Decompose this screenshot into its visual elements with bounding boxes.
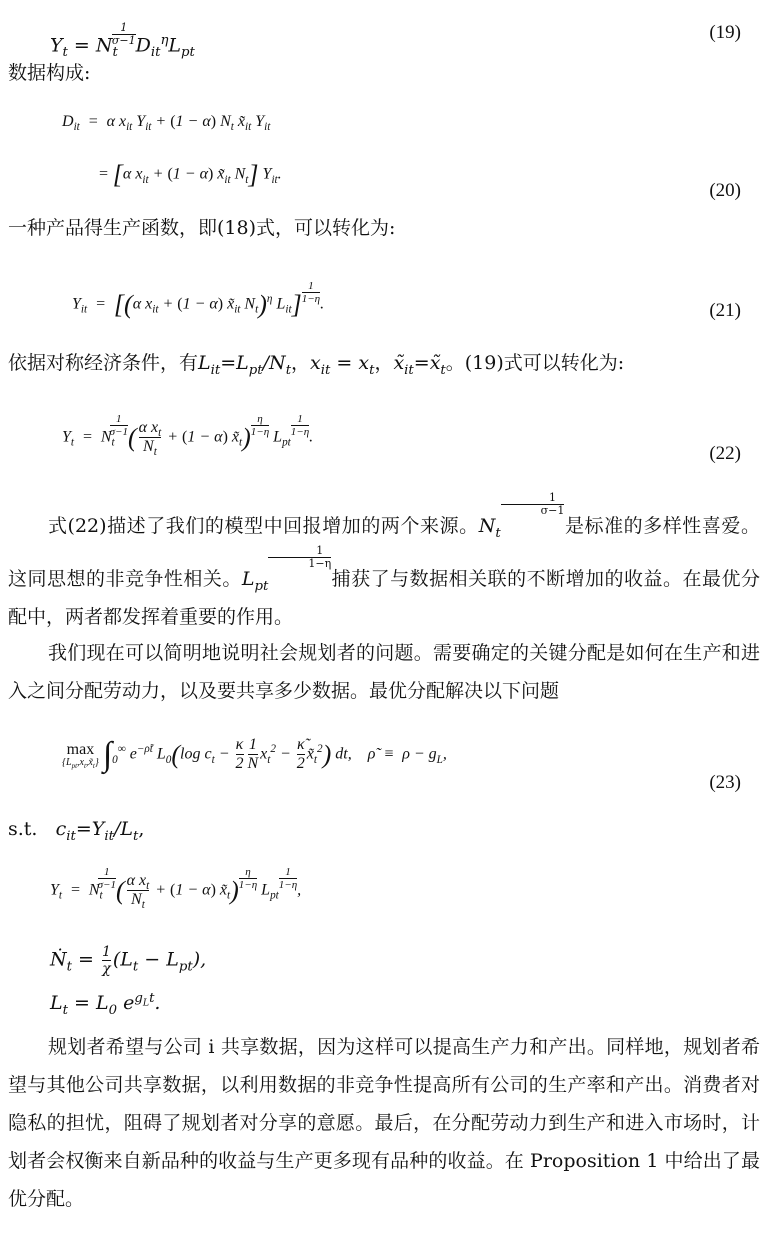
equation-23-formula: max $\{L_{pt},x_t,x̃_t\}$ $\int_0^\infty$ $e^{-\rhõt}$ $L_0(\log$ $c_t$ − $\frac{\kappa}{2}$ $\frac{1}{N}$ $x_t^2$ − $\frac{\kappã}{2}$ $x̃_t^2$) dt, ρ̃ ≡ $\rho - g_L$,: [62, 735, 447, 773]
equation-21: [0, 262, 771, 332]
para1-part2: 是标准的多样性喜爱。这同思想的非竞争性相关。: [8, 515, 760, 591]
label-production-function: 一种产品得生产函数，即(18)式，可以转化为:: [8, 217, 396, 239]
equation-number: (23): [709, 772, 741, 793]
equation-22: [0, 395, 771, 475]
equation-number: (22): [709, 443, 741, 464]
paragraph-planner-problem: 我们现在可以简明地说明社会规划者的问题。需要确定的关键分配是如何在生产和进入之间分配劳动力，以及要共享多少数据。最优分配解决以下问题: [8, 642, 760, 702]
equation-20: [0, 100, 771, 210]
equation-20-line2: = [α $x_{it} + (1 - \alpha)$ $x̃_{it}$ $N_t$] $Y_{it}$.: [98, 160, 282, 189]
symmetric-prefix: 依据对称经济条件，有: [8, 352, 199, 374]
equation-21-formula: $Y_{it} = [(\alpha$ $x_{it} + (1 - \alpha)$ $x̃_{it}$ $N_t)^\eta$ $L_{it}$] $\frac{1}{1-\eta}$ .: [72, 280, 325, 319]
constraint-output: $Y_t = N_t$ $\frac{1}{\sigma-1}$ ( $\frac{\alpha x_t}{N_t}$ + (1 − α) $x̃_t$) $\frac{\eta}{1-\eta}$ $L_{pt}$ $\frac{1}{1-\eta}$ ,: [50, 866, 302, 912]
label-data-composition: 数据构成:: [8, 62, 91, 84]
paragraph-increasing-returns: 式(22)描述了我们的模型中回报增加的两个来源。$N_t$ $\frac{1}{\sigma-1}$ 是标准的多样性喜爱。这同思想的非竞争性相关。$L_{pt}$ $\frac{1}{1-\eta}$ 捕获了与数据相关联的不断增加的收益。在最优分配中，两者都发挥着重要的作用。: [8, 491, 760, 629]
constraint-consumption: s.t. $c_{it}=Y_{it}/L_t$,: [8, 818, 145, 844]
symmetric-suffix: 。(19)式可以转化为:: [445, 352, 625, 374]
equation-20-line1: $D_{it} = \alpha$ $x_{it}$ $Y_{it} + (1 - \alpha)$ $N_t$ $x̃_{it}$ $Y_{it}$: [62, 113, 271, 134]
equation-19: [0, 14, 771, 61]
para1-part3: 捕获了与数据相关联的不断增加的收益。在最优分配中，两者都发挥着重要的作用。: [8, 568, 760, 629]
equation-19-formula: $Y_t = N_t$ $\frac{1}{\sigma-1}$ $D_{it}^\eta L_{pt}$: [50, 21, 195, 61]
equation-number: (21): [709, 300, 741, 321]
equation-22-formula: $Y_t = N_t$ $\frac{1}{\sigma-1}$ ( $\frac{\alpha x_t}{N_t}$ + (1 − α) $x̃_t$) $\frac{\eta}{1-\eta}$ $L_{pt}$ $\frac{1}{1-\eta}$ .: [62, 413, 314, 459]
subject-to-label: s.t.: [8, 818, 38, 840]
constraint-labor: $L_t = L_0$ $e^{g_Lt}$.: [50, 990, 161, 1018]
equation-23: [0, 722, 771, 802]
equation-number: (19): [709, 22, 741, 43]
equation-number: (20): [709, 180, 741, 201]
symmetric-condition-line: 依据对称经济条件，有$L_{it}=L_{pt}/N_t$，$x_{it} = x_t$，$x̃_{it}=x̃_t$。(19)式可以转化为:: [8, 352, 625, 378]
para1-part1: 式(22)描述了我们的模型中回报增加的两个来源。: [48, 515, 479, 538]
constraint-entry: Ṅ$_t$ = $\frac{1}{\chi}$ $(L_t - L_{pt})$,: [50, 944, 207, 978]
paragraph-planner-tradeoffs: 规划者希望与公司 i 共享数据，因为这样可以提高生产力和产出。同样地，规划者希望与其他公司共享数据，以利用数据的非竞争性提高所有公司的生产率和产出。消费者对隐私的担忧，阻碍了规划者对分享的意愿。最后，在分配劳动力到生产和进入市场时，计划者会权衡来自新品种的收益与生产更多现有品种的收益。在 Proposition 1 中给出了最优分配。: [8, 1036, 760, 1210]
